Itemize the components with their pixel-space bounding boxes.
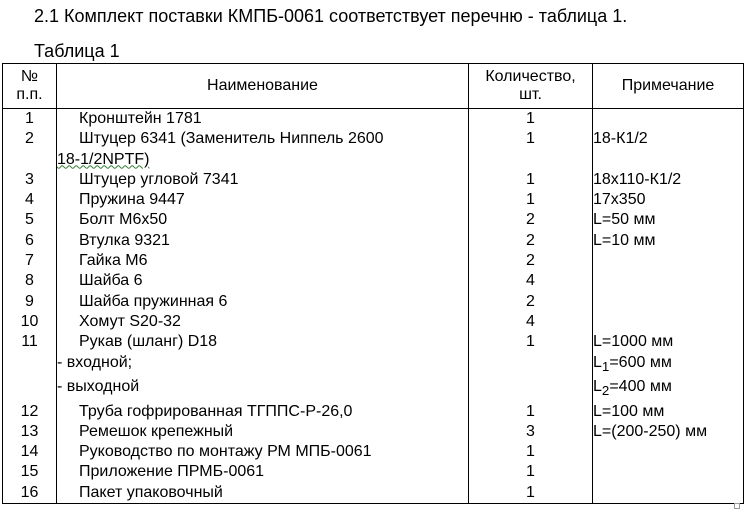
row-note: 18х110-К1/2: [593, 170, 744, 190]
row-note: L=1000 мм: [593, 332, 744, 352]
row-note: [593, 312, 744, 332]
table-row: [3, 483, 744, 504]
table-row: [3, 292, 744, 312]
row-quantity: 1: [469, 190, 593, 210]
row-quantity: [469, 377, 593, 401]
row-quantity: 1: [469, 170, 593, 190]
cell-end-marker: [734, 503, 740, 509]
table-row: [3, 231, 744, 251]
delivery-set-table: [2, 63, 744, 504]
row-number: 6: [3, 231, 57, 251]
row-quantity: 1: [469, 462, 593, 482]
header-note: Примечание: [593, 64, 744, 109]
table-row: [3, 377, 744, 401]
row-name: [57, 190, 469, 210]
table-row: [3, 170, 744, 190]
row-quantity: 4: [469, 312, 593, 332]
note-suffix: =400 мм: [609, 378, 672, 396]
table-row: [3, 271, 744, 291]
row-name: - входной;: [57, 353, 469, 377]
row-name: [57, 422, 469, 442]
header-quantity-line2: шт.: [519, 86, 542, 103]
row-quantity: 2: [469, 292, 593, 312]
table-row: [3, 353, 744, 377]
row-name-text: Штуцер 6341 (Заменитель Ниппель 2600: [79, 130, 384, 148]
row-note: L=(200-250) мм: [593, 422, 744, 442]
table-row: [3, 210, 744, 230]
row-number: 11: [3, 332, 57, 352]
row-name: [57, 483, 469, 504]
row-number: 13: [3, 422, 57, 442]
row-name-text: Труба гофрированная ТГППС-Р-26,0: [79, 402, 353, 420]
table-row: [3, 402, 744, 422]
table-row: [3, 442, 744, 462]
row-number: 3: [3, 170, 57, 190]
row-number: 4: [3, 190, 57, 210]
header-number-line2: п.п.: [16, 86, 43, 103]
table-row: [3, 251, 744, 271]
row-quantity: 2: [469, 251, 593, 271]
row-number: 15: [3, 462, 57, 482]
row-name: [57, 170, 469, 190]
note-subscript: 2: [601, 383, 610, 399]
row-name-text: Руководство по монтажу РМ МПБ-0061: [79, 443, 372, 461]
row-name-text: Шайба 6: [79, 272, 143, 290]
row-note: [593, 377, 744, 401]
row-quantity: 2: [469, 231, 593, 251]
row-name-text: Штуцер угловой 7341: [79, 170, 239, 188]
row-name: [57, 402, 469, 422]
row-quantity: 1: [469, 332, 593, 352]
row-number: 1: [3, 109, 57, 130]
row-note: L=50 мм: [593, 210, 744, 230]
table-row: [3, 190, 744, 210]
row-number: 9: [3, 292, 57, 312]
row-name-text: Хомут S20-32: [79, 312, 181, 330]
row-quantity: 1: [469, 483, 593, 504]
row-name: [57, 210, 469, 230]
row-note: [593, 353, 744, 377]
note-prefix: L: [593, 378, 602, 396]
row-name: [57, 109, 469, 130]
header-quantity-line1: Количество,: [485, 68, 576, 85]
row-number: 12: [3, 402, 57, 422]
row-note: [593, 292, 744, 312]
row-name: [57, 292, 469, 312]
note-prefix: L: [593, 353, 602, 371]
row-note: [593, 462, 744, 482]
table-row: [3, 332, 744, 352]
row-name-text: Втулка 9321: [79, 231, 170, 249]
header-number: [3, 64, 57, 109]
table-header-row: [3, 64, 744, 109]
row-note: 18-К1/2: [593, 129, 744, 170]
table-row: [3, 312, 744, 332]
header-quantity: [469, 64, 593, 109]
table-caption: Таблица 1: [34, 41, 120, 61]
row-number: 2: [3, 129, 57, 170]
row-number: 14: [3, 442, 57, 462]
row-number: 8: [3, 271, 57, 291]
table-row: [3, 422, 744, 442]
row-quantity: 4: [469, 271, 593, 291]
row-number: 7: [3, 251, 57, 271]
row-note: [593, 271, 744, 291]
row-name-text: Рукав (шланг) D18: [79, 333, 218, 351]
row-note: [593, 442, 744, 462]
row-name-text: Ремешок крепежный: [79, 422, 234, 440]
row-note: L=100 мм: [593, 402, 744, 422]
row-name: [57, 332, 469, 352]
row-name: - выходной: [57, 377, 469, 401]
row-quantity: 2: [469, 210, 593, 230]
row-name-text: Пружина 9447: [79, 191, 185, 209]
row-quantity: 1: [469, 442, 593, 462]
table-row: [3, 109, 744, 130]
row-name-text: Приложение ПРМБ-0061: [79, 463, 265, 481]
row-name-text: Пакет упаковочный: [79, 483, 223, 501]
row-name-text: Шайба пружинная 6: [79, 292, 228, 310]
section-heading: 2.1 Комплект поставки КМПБ-0061 соответствует перечню - таблица 1.: [34, 6, 628, 26]
row-number: 10: [3, 312, 57, 332]
row-quantity: 1: [469, 109, 593, 130]
row-name-text: Болт М6х50: [79, 211, 168, 229]
row-quantity: [469, 353, 593, 377]
header-number-line1: №: [20, 68, 39, 85]
row-name-continuation: 18-1/2NPTF): [57, 150, 150, 168]
row-note: [593, 109, 744, 130]
row-number: [3, 353, 57, 377]
note-suffix: =600 мм: [609, 353, 672, 371]
row-name-text: Кронштейн 1781: [79, 110, 202, 127]
row-note: [593, 251, 744, 271]
row-quantity: 3: [469, 422, 593, 442]
row-name-text: Гайка М6: [79, 252, 148, 270]
row-name: [57, 462, 469, 482]
table-row: [3, 462, 744, 482]
row-name: [57, 251, 469, 271]
row-note: 17х350: [593, 190, 744, 210]
row-name: [57, 231, 469, 251]
note-subscript: 1: [601, 358, 610, 374]
row-note: L=10 мм: [593, 231, 744, 251]
row-name: [57, 312, 469, 332]
row-quantity: 1: [469, 129, 593, 170]
row-number: 5: [3, 210, 57, 230]
row-name: [57, 442, 469, 462]
table-row: [3, 129, 744, 170]
row-name: [57, 129, 469, 170]
row-name: [57, 271, 469, 291]
header-name: Наименование: [57, 64, 469, 109]
row-number: 16: [3, 483, 57, 504]
row-note: [593, 483, 744, 504]
row-quantity: 1: [469, 402, 593, 422]
row-number: [3, 377, 57, 401]
